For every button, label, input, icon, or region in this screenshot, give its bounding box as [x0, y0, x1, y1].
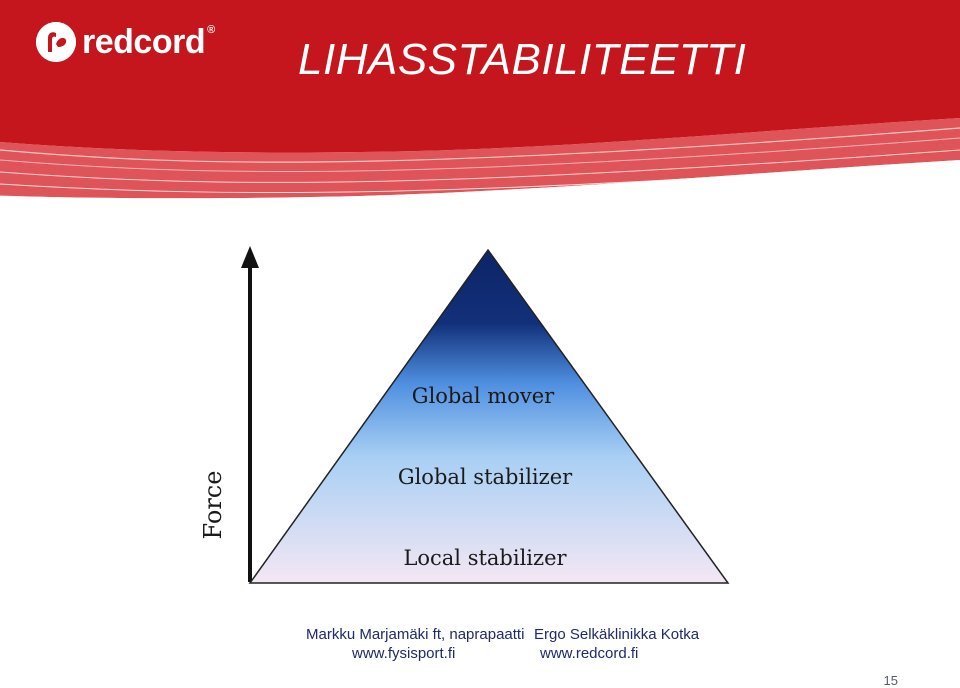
logo-registered-mark: ® — [207, 24, 215, 36]
slide-title: LIHASSTABILITEETTI — [298, 35, 747, 84]
footer-credits — [306, 626, 706, 664]
footer-row-names — [306, 626, 706, 645]
tier-label-local-stabilizer: Local stabilizer — [403, 546, 567, 570]
footer-clinic: Ergo Selkäklinikka Kotka — [534, 626, 700, 643]
footer-website-right[interactable]: www.redcord.fi — [540, 645, 639, 662]
force-axis-label: Force — [199, 470, 227, 540]
pyramid-shape — [250, 250, 728, 583]
footer-website-left[interactable]: www.fysisport.fi — [352, 645, 456, 662]
page-number: 15 — [883, 673, 898, 688]
footer-author: Markku Marjamäki ft, naprapaatti — [306, 626, 525, 643]
logo-text: redcord — [82, 23, 206, 61]
tier-label-global-stabilizer: Global stabilizer — [397, 465, 573, 489]
footer-row-links — [306, 645, 706, 664]
tier-label-global-mover: Global mover — [411, 384, 555, 408]
force-axis-arrow-icon — [241, 246, 259, 268]
